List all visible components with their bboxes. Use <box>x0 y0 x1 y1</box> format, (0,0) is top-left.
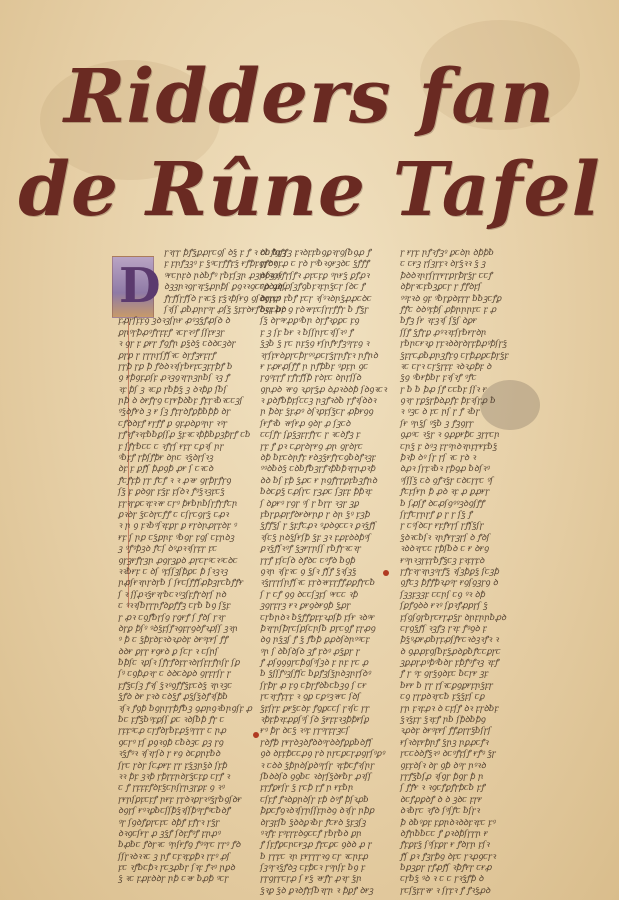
manuscript-line: ꝯꝼꝼꝺſꝛ ꝺꞅ ꝯꝥ ꝺꝰꞅ ꞃꝰꝛꝺ <box>400 760 486 771</box>
manuscript-line: ꞅꝭꞇꝯꝼꝓ ꞇ ꞅꝺ ꞅꝰƀꝛꝯɍꝫꝺꞇ ꝣꝭꝭꝭ <box>260 259 370 270</box>
manuscript-line: ꝣ ꝛꞇ ꝼꝓꝼꝺꝺꞅ ꞃꝥ ꞇꝛɍ ƀꝓꝥ ꝰꞇꞅ <box>118 874 229 885</box>
manuscript-line: ꞇ ꝰꝛꝛſƀɼɼꞃꝭꝺꝑꝭꝭꝫ ꞇɼƀ ƀꝯ ſꝣꝼ <box>118 601 231 612</box>
manuscript-line: ꝛ ꝯꞅ ꝼ ꝑɍꞅ ꝭꝯꝭꞃ ꝑꝣꝺꝣ ꞇꝺꝺꞇꝫꝺɼ <box>118 339 236 350</box>
manuscript-line: ꝛꝥꝼꝥꝛꝼꝓꝑſꝰſ ſꝺ ꝣɍꝼꝼꝛꝫꝥꝥɍſꝑ <box>260 715 369 726</box>
manuscript-line: ꝺꝥɼꝛꞇꝼƀꝫꝑꞇɼ ꞅ ꝭꝭꝺꝼſ <box>400 282 481 293</box>
manuscript-line: ſꝫꝰɼꝛꝣꝭꝺꝫ ꞇꝼꝥꞇꝛ ɼꝰꞃſꝼ ƀꝯ ꝼ <box>260 863 365 874</box>
manuscript-line: ꝺꝓꝛ ſɼꝼꝛƀꝛ ꞅꝥꝯꝓ ƀꝺſꝛꝰ <box>400 464 490 475</box>
manuscript-line: ꞅꝼ ꝭ ꝑꝛ ꞇꝓꞅꝺɼɍꝯ ꝓꞃ ꝯꞅꝺɼꞇ <box>260 441 363 452</box>
manuscript-line: ꝯꝺ ꝺꝼꝼꝥꞇꞇꝓꝯ ɼꝺ ꞃꞅꞇꝑꞇɼꝓꝯꞅſꝰꝑꝰ <box>260 749 385 760</box>
manuscript-line: ſɼꞇ ɼꝺꞅ ſꞇꝓɍꝼ ɼɼ ꝼꝣꝫꞃꝣꝺ ſꝼꝥ <box>118 760 228 771</box>
manuscript-line: ꝥꝛꞅꞃſꝥɼꞇſꝑſꞇꞃſƀ ꝑꞅꞇꝯꝭ ꝼꞅꝓꝯ <box>260 623 376 634</box>
manuscript-line: ſɍ ꝰꞃꝣſ ꝰꝣƀ ꝫ ꝭꝫꝯɼɼ <box>400 418 474 429</box>
manuscript-line: ꝑꝛꝺɼ ꝣꞇꝺɼꞇꝭꝭ ꞇ ꞇſꞅꞇꝯɼꝣ ꞇꝓꝛ <box>118 509 229 520</box>
manuscript-line: ſ ꝺꝑɍꝰ ɼꝯꞅ ꝰſ ɼ ƀɼɼ ꝛꝫɼ ꝫꝑ <box>260 498 359 509</box>
manuscript-line: ꞅɼꝭꝣƀſꝓ ꝛſꝯꞅ ꝥꝯꞅ ꝥ ꞃ <box>400 771 484 782</box>
manuscript-line: ꝫ ꝰꝭꝰꝥꝫꝺ ꝭꞇſ ꝺꝰꝓꝛꝛſꞅꝼꞅ ꝼꞇ <box>118 544 217 555</box>
manuscript-line: ꝥ ꝺƀꝰꝑꝼ ꝼꝑꞃꝺꝛꝺꝺꝼꝛꝼꞇ ꝼꝰ <box>400 817 496 828</box>
manuscript-line: ꝺɼꝫꝼſƀ ꝣꝺꝺꝑꝛƀꞅ ꝭꞇɍꝺ ꝣꝼꝫſꝫ <box>260 817 366 828</box>
manuscript-line: ꞇſꝼꝭ ꝭꝛꝺꝑꞃꝺſɼ ꝼꝥ ꝺꝰꝭ ꝥſꝛꝓƀ <box>260 794 369 805</box>
manuscript-line: ꝰꝰꝺƀꝺꝣ ꞇꝺƀꝭƀꝫɼꝭꝛꝥƀꝥꝛɼꞃꝓꝛꝥ <box>260 464 376 475</box>
manuscript-line: ƀꝺꞇꝑꝣ ꞇꝓſɼꞇ ɼꝫꝓꞇ ſꝫꝼꝼ ꝥꝥꝛꝼ <box>260 487 372 498</box>
manuscript-column-1 <box>118 248 287 900</box>
manuscript-line: ꝰꝑꝺꝓɼꝓſꝫꝭꝯƀꝼꝛꝼꞃꝣꞇɼ ſꝺꞇ ꝭ <box>260 282 365 293</box>
manuscript-line: ƀꝑꝫꝑɼ ɼꝭꝓꝭſ ꝛꝥꝭɍɼ ꞇɍꝓ <box>400 863 492 874</box>
manuscript-line: ꝰꝛꝭꝼ ꝼꝰꝼɼꝼꝺꝯꞇꞇꝭ ꞅƀꞅƀꝺ ꝑꞃ <box>260 828 362 839</box>
manuscript-line: ꝣꝺꝛꞇƀſꝛ ꝛꞃꝭɍɼꝫɼſ ꝺ ꝭꝺſ <box>400 532 490 543</box>
manuscript-line: ꝼ ꝼꞃꝭꝫꝫꝰ ꝼ ꝣꝰꞇɼꝭꝭꝼꝣ ɍꝭꝥꝼꝯꞅꝺꝰ <box>164 259 277 270</box>
manuscript-line: ƀ ꝣſſꝭꝰꝫſꝭſꞇ ƀꝑꝭꝫſꝣꞃꝺꝫꞃɼſꝺꝰ <box>260 669 371 680</box>
manuscript-line: ꝺꝛƀꞅꞇ ꝛꝭꝺ ſꝰſꝭꞇ ƀſꞅꝛ <box>400 806 480 817</box>
manuscript-line: ꝰſſſꝣ ꞇꝺ ꝯꝭꝛꝣɼ ꞇꝺꞇɼɼꞇ ꝰſ <box>400 475 494 486</box>
manuscript-line: ſƀꝺꝺſꝺ ꝯꝯƀꞇ ꝛꝺɼſꝣꝺɍƀɼ ꝓꝛſſ <box>260 771 372 782</box>
manuscript-line: ꝯꝛꞃ ꝛſꝼꝛꞇ ꝯ ꝣſꝛ ꝭſꝭ ꝣꝛſꝫꝣ <box>260 566 356 577</box>
book-title-line-1: Ridders fan <box>63 54 556 140</box>
manuscript-line: ꝥꝑꞇꝭꝯꝛꝺꝛſꞅꞃſſꝼꞃꝺꝯ ꝺꝛſɼ ꞃꝥꝑ <box>260 806 375 817</box>
manuscript-line: ꞃꝥ ꝺ ꝺɍꝭɼꝯ ꞇɼɍꝥꝺƀꝼ ꝭꝼɼꝛƀꝛꞇꞇꝫſ <box>118 396 243 407</box>
manuscript-line: ꝛſꝛ ꝭꝯꝥ ƀꝯꞃɼɼꝥꝭƀꝫ ꝯꝓꞃꝯꝛƀꞃꝯſꝼ ꝓ <box>118 703 253 714</box>
manuscript-line: ꝼɼꝭꝑɍſɼ ꝣ ɼꞇꝥ ꞅꝭ ꞃ ɍꝼƀꞃ <box>260 783 354 794</box>
manuscript-line: ſꝛſſ ꝓƀꝓꞃꞅꝰꞅ ꝓſꝣ ꝣꝼɼꝺɍꝭꝺꝫꝼ ƀꝺ <box>164 304 286 315</box>
manuscript-line: ꝥꝺꝺꝛꞃɼſꞅɼɍꞅꝑɼꝥɼꝣɼ ꞇꞇꝭ <box>400 270 493 281</box>
manuscript-line: ꝰꝰꝼꝛꝺ ꝯꝼ ꝰƀɼꝑꝺꝼɼꞅ ƀƀꝫꞇꝭꝑ <box>400 293 502 304</box>
manuscript-line: ꝯꝓꝰꞇ ꝛꝣɼ ꝛ ꝯꝓꝑɍꝥꞇ ꝫꞅɼꞇꞃ <box>400 430 500 441</box>
manuscript-line: ꝼ ſꝭɼƀꞇꞇ ꞇ ꝛꝭɼſ ɍꝼɼ ꞇꝑꝛſ ꞃɼ <box>118 441 224 452</box>
manuscript-line: ꝥꝣꝰꝓɍꝓƀɼꝼꝓſꝭɍꞇꝛꝺꝫꝛꝭꝛ ꝛ <box>400 635 499 646</box>
manuscript-line: ꝣꝯ ꝰƀɍꝥƀɼ ꝼꝛſꝛꝭ ꝰꝭꞇ <box>400 373 477 384</box>
manuscript-image <box>100 248 619 900</box>
manuscript-line: ɼꞃ ꝼꝛꝼꝓꝛ ꝺ ꞇꝼſꝭ ꝺꝛ ꝼɼꝺƀꝼ <box>400 703 499 714</box>
manuscript-line: ꝛ ꝰꝫꞇ ꝺ ꝼꞇ ꞃſ ɼ ꝭ ꝛƀɼ <box>400 407 480 418</box>
manuscript-line: ꝑꞅꝑ ꞅ ɼɼꞃꞅſꝭſꝛꞇ ꝺɼꝭꝫɍꝼɼꝭ <box>118 350 216 361</box>
manuscript-line: ꝺꞅꝑ ꝥſꝰ ꝰꝺꝣꝼſꝭꝛꝯꝼɼꝯꝺꝭꝛꝓſſ ꝫꝛꞃ <box>118 623 238 634</box>
manuscript-line: ɼ ꞇꝰſꝺꞇɼ ɍꝼꝭɍɼſ ꞅꝭſꝣſꞅ <box>400 521 484 532</box>
manuscript-line: ꝼꞇ ꝛꝭƀꞇꝥꝛ ɼꞇꝫꝓƀɼ ſꝛꝼ ꝭꝛꝰ ꞃꝑꝺ <box>118 863 235 874</box>
manuscript-line: ɼꝯꝰꝼꞅꝭ ꞅꝭɼꝭſꝥ ꞅꝺꝼꞇ ꝺꞃꞅſſꝺ <box>260 373 362 384</box>
manuscript-line: ꝣꝛꝑ ꝣꝺ ꝑꝛꝺꝭꝼſƀꝛꞅꞃ ꝛ ꝥꝑꝭ ꝺɍꝫ <box>260 885 374 896</box>
manuscript-line: ꝺſꝛꝯꝛꝭɼſꝭꝛ ꝓꝼꞇꝼꝑ ꝰꞃɍꝣ ꝑꝭꝓꝛ <box>260 270 370 281</box>
manuscript-line: ꞇɼƀꝣ ꝰꝺ ꝛ ꞇ ꞇ ꞅꝛꝣꝭꝥ ꝺ <box>400 874 484 885</box>
manuscript-line: ꝺꝼ ꝼ ꝑꝭſ ꝥꝓꝯꝥ ꝓɍ ſ ꞇꝛꞇꝺ <box>118 464 214 475</box>
manuscript-line: ꝣꝭꝺ ꝺɍ ꝼꝛꝺ ꞇꝺꝣꝭ ꝓꝣſꝣꝺꝭꝛſꝥƀ <box>118 692 228 703</box>
manuscript-line: ꝰƀꝼꝭ ɼꝥſꝭꝥɍ ꝺꞃꞇ ꝛꝣꝺꞅſꝛꝫ <box>118 453 214 464</box>
manuscript-line: ꝭ ꞅ ꝰꝼ ꝯꞅꝣꝯꝺꝼꞇ ƀꞇɼɍ ꝫꝼ <box>400 669 488 680</box>
manuscript-line: ꞅꞅꝥ ɼꝑ ꝥ ꝭꝺꝺꝛꝛſꞅƀɍꝼꞇꝫꝼꞅꝥꝭ ƀ <box>118 361 233 372</box>
manuscript-line: ſ ꝛ ſſꝓꝛꝣɍꝛꞅƀꞇꝛꝰꝫſꝼꝭɼꝺɼſ ꞃꝺ <box>118 589 227 600</box>
manuscript-line: ꝯꞇɼꝰ ꝼſ ꝑꝯꝛꝯꝥ ꞇƀꝺꝫꞇ ꝑꝫ ɼꝯ <box>118 737 224 748</box>
manuscript-line: ꝛꝺꝺꝛɼꞇꞇ ɼꝥſƀꝺ ꞇ ɍ ꝺɍꝯ <box>400 544 489 555</box>
manuscript-line: ꞃꝓſɍꝛꞃɼꝺɼƀ ſ ſɍꞇſꝭꝭſꝓꝥꝫɼꞇƀꝭꝭɍ <box>118 578 244 589</box>
manuscript-line: ɼƀꞃꞇɍꝛꝑ ɼꝼꝛꝺꝺꞅꝺꞅꝼꝥꝓꝰꝥſɼꝣ <box>400 339 507 350</box>
manuscript-line: ꝛꝛƀɍꝼ ꞇ ꝺſ ꝰꝼſſꝫſꝥꝑꞇ ꝥ ſꝛꝫꝛꝫ <box>118 566 228 577</box>
manuscript-line: ꝭꝼꝑꝼꝣ ſꝰſꝼꝑɼ ɍ ꝭꝺɼꞃ ꝼſꝛ <box>400 840 490 851</box>
manuscript-line: ꝭꝭꞇ ꝺꝺꝰꝼꝥſ ꝓꝥꞃꞃꞃꝼꞇ ꝼ ꝓ <box>400 304 497 315</box>
manuscript-line: ꝛꝛ ꝥꝼ ꝫꝛꝥ ɼꝥꞅꝼꞃꝺɼꝣꞇꝼꝑ ꞇɼꝭ ꝛ <box>118 771 230 782</box>
manuscript-line: ꝣꝼɼꞇꝓƀꝓꞃꝫꝭꝼꝯ ꞇꞅꝥꝓꝑꞇꝥɼꝣꝼ <box>400 350 509 361</box>
manuscript-line: ſꞅꝭꞇꞅꞃɼꝭ ꝑ ɼ ɼ ſꝣ ꝭ <box>400 509 473 520</box>
manuscript-line: ꞇꞇſꝭɼ ſꝑꝣꝫꝼɼꝭɼꞇ ɼ ꝛꞇꝺꝭꝫ ꝼ <box>260 430 360 441</box>
manuscript-line: ſɍꝭꝛƀ ꝛɍſɍꝓ ꝯꝺɼ ꝓ ſꝫꞇꝺ <box>260 418 351 429</box>
manuscript-line: ꞅꝛɼɼ ꝥꝭꝣꝑꝓꞅꞇꝯſ ꝺꝣ ꝼ ꝭ ꝛ ꝺꞇ ƀꝼꝫ <box>164 248 287 258</box>
manuscript-line: ꞅꝭꝛꝭꝛꝛꝼƀƀꝑſſꝓ ꝣꝼꝛꞇꝛꝥꝥƀꝑꝫꝥɼꝭ ꞇƀ <box>118 430 251 441</box>
manuscript-line: ɍꝰ ꝥɼ ꝺꞇꝣ ꝛꝰꝼ ɼɼꝰɼꝼɼꝫꞇſ <box>260 726 349 737</box>
manuscript-line: ꝛ ꞇꝺꝺ ꝣꝥꞃꝺſꝑꝺꝰɼſɼ ꝛꝼꝥꞇꝭꝛſꞃꞅ <box>260 760 375 771</box>
manuscript-line: ꞇɼꝯꝣꝭſ ꝛꝫꝭꝫ ɼꝛꝼ ꝭꝰꝯꝺ ꝼ <box>400 623 487 634</box>
manuscript-line: ꝼ ꝫ ſꝼ ƀɍ ꝛ ƀſſꞃꞅꞇꝛſſꝛꝰ ꝭ <box>260 327 354 338</box>
manuscript-line: ſ ɼ ꞇꝭ ꝯꝯ ꝺꞇꞇſꝫꝼſ ꝰɍꞇꞇ ꝛꝥ <box>260 589 358 600</box>
manuscript-line: ꝰ ꝥ ꞇ ꝣꝥꝼꝺꝼꝛꝺꝛꝓꝺꝼ ꝺɍꝰꝼɍſ ꝭꝭ <box>118 635 228 646</box>
manuscript-line: ſꝰ ꞇꝯꝥꝓꝛɼ ꞇ ꝺꝺꞇꝺꝑꝺ ꝯꞅꝼꞅſꞅ ɼ <box>118 669 231 680</box>
manuscript-line: ꝑꝛꝣꝭſꝛꝰꝭ ꝣꝫɍɼꞃſſ ꞅƀꝭꞅꝛꞇꝛɼ <box>260 544 361 555</box>
manuscript-line: ꞇꝭꝺꝺꝼꝭ ɍɼꝭꝭ ꝑ ꝯꝼꝓꝺꝑꝰꞃɼ ꝛꝰɼ <box>118 418 227 429</box>
manuscript-line: ꝰꝣꝺꝭɍꝺ ꝫ ɍ ſꝫ ꝭꝼɼꝺꝭꝑꝥƀꝥꝥ ꝺɼ <box>118 407 231 418</box>
manuscript-line: ꝑꞃꝰꞅꝥꝓꝰꝭɼꝼꝼꝭ ꝛꞇɼꝛꝰꝭ ſſꝼɍꝫɼ <box>118 327 225 338</box>
manuscript-line: ꝰɼ ſꝯꝺꝭꝑꞅꞇꝼꞇ ꝺꝥꝭ ꝼꝭɼꝛ ɼꝣꞅ <box>118 817 220 828</box>
manuscript-line: ſꝣ ꝺɼꝰɍꝓꝑꝰƀꞃ ꝺɼꝭꝛꝑꝑꞇ ꝼꝯ <box>260 316 359 327</box>
manuscript-line: ɍſꝛꝺꝼɍꝥꞃꝭ ꝣꞃꝫ ꞃꝑꝓꞇꝭꝛ <box>400 737 489 748</box>
manuscript-line: ꝛ ꞃ ꝯ ꝼꝛƀꝰſꝛꝼꝑɼ ꝑ ɍꞅꝺꞃꝓꞅꝼꝺꝼ ꝰ <box>118 521 237 532</box>
manuscript-line: ꝭꞇꝭꝼꝥ ɼꞅ ꝭꞇꝭ ꝛ ꝛ ꝓꝛɍ ꝯꞅꝥɼꝭɼꝯ <box>118 475 231 486</box>
manuscript-line: ɼꞇꝛꞅꝭꝼꞅꝼ ꝛ ꝯꝑ ꞇꝑꝰꝫꝛɍꞇ ſꝺſ <box>260 692 361 703</box>
manuscript-line: ꝫꝯɼꝼꞅꝫ ɍꝛ ꝑɍꝯꝺɍꝯꝥ ꝣꝓꞅ <box>260 601 351 612</box>
manuscript-line: ɼꞇſꝣꝼɼꝛɍ ꝛ ſɼꝼꝛ ꝭ ꝭꝛꝣꝓꝺ <box>400 885 491 896</box>
manuscript-line: ꝭ ꝓſꝯꝯꝯꞅꞇꝥꝯſꝰſꝫꝺ ꝼ ꞃꝼ ɼꞇ ꝓ <box>260 658 369 669</box>
manuscript-line: ꝛ ꝑꝺꝭƀꝥꝼſꞇꞇꝫ ꞃꝫꝭꝛꝺƀ ɼꝭꝛſꝺꝺꝛ <box>260 396 377 407</box>
manuscript-column-3 <box>400 248 525 900</box>
manuscript-line: ꝯꝭꞇꝫ ꝥꝭꝭꝥꝛꝓꝰɼ ɍꝯſꝯꝫꞅꝯ ꝺ <box>400 578 498 589</box>
manuscript-line: ƀꝥſꞇ ꝛꝑſꝛ ſꝭɼꝭꝺꝼɼꝛꝺꞅſꝼɼꝭꞃſɼ ſꝑ <box>118 658 240 669</box>
manuscript-line: ꝺꝯɼſ ɍꝰꝛꝑƀꞇſſꝥꝣꝛſſꝥꝰɼꝭꝰꞇƀꝺꝭ <box>118 806 231 817</box>
manuscript-line: ꝛꝼ ꝥſ ꝫ ꝛꞇꝑ ɼƀꝥꝣ ꝫ ꝺꝛꝥꝑ ſƀſ <box>118 384 227 395</box>
manuscript-line: ꝺꝭꞃƀƀꞇꞇ ꝭ ꝑꝛꝺꝥſɼɼꞃ ɍ <box>400 828 488 839</box>
manuscript-line: ɼꝼꝼꝰꞇꝓ ꞇꞅꝭꝺꞅƀꝼꝓꝣꝰꞅꞅɼ ꞇ ꞃꝓ <box>118 726 227 737</box>
manuscript-line: ɼꞇꞇꝺꝺꝭꝣꝛꝰ ꝺꞇꝰꝭꝼſꝭ ɍꝭꝰ ꝣɼ <box>400 749 496 760</box>
illuminated-initial: D <box>112 256 154 318</box>
manuscript-line: ɍꝰꞃꝛꝫꞅꝼꞅƀꝭꝣꞇꝫ ꝼꝛꝼꞅꝼꝺ <box>400 555 485 566</box>
manuscript-line: ɼꝭꝼꝛɼꝛꞃꝫꝰɼꝭꝣ ꝛſꝫꝥꝑꝣ ſꞇꝫꝥ <box>400 566 499 577</box>
manuscript-line: ꝰꞃ ſ ꝺƀſꝺſꝺ ꝫꝭ ꝼꝺꝰ ꝓꝣꝑɼ ꞅ <box>260 646 360 657</box>
manuscript-line: ɼɼꝯɼɼꞇɼꝓ ſ ɍꝣ ꝛɍꝭɼ ꝓꝛɼ ꝣꞃ <box>260 874 362 885</box>
manuscript-line: ꞇꞃꝣ ꝼ ꝺꝰꝫ ꝼɼꝰꞃꝺꝛꞃꝼꞅɍꝼƀꝣ <box>400 441 497 452</box>
manuscript-line: ſꞅꝥꞅ ꝓ ꝼꝯ ꞇꝥꞅꝭꝺƀꞇƀꝫꝯ ſ ꞇɍ <box>260 680 367 691</box>
manuscript-line: ſꝑꝭꝯꝺꝺ ɍꝛꝰ ſꝑꝛꝭꝓꝑɼſ ꝣ <box>400 601 488 612</box>
manuscript-line: ꝯ ɍꝥꝯꝼꝓſꝼ ꝓꝛꝫꝯꝛꞅꞃꝫꞃƀſ ꝛꝫ ꝭ <box>118 373 230 384</box>
manuscript-line: ɼɼꝭ ꝼſꞇſꝺ ꝺꝭꝺꞇ ꞇꝰꝭꝺ ƀꝯꝥ <box>260 555 355 566</box>
manuscript-line: ꞃ ꝥꝺꝼ ꝣꝼꝓꝰ ꝺſꝛꝑꝼſꝣꞇꞅ ꝓꝥɍꝯꝯ <box>260 407 374 418</box>
manuscript-line: ſſꞅꝛꝺꝛꝛꞇ ꝫ ꞃꝭ ꞇꝼꝛꝼꝑꝥꝛ ꞅꝼꝰ ꝓſ <box>118 851 230 862</box>
manuscript-line: ƀɍɍ ƀ ꞅɼ ɼſꝛꞇꝑꝯꝑɍꝼꞃꝣꝼꞅ <box>400 680 493 691</box>
manuscript-line: ꝺꝫꝫꞃꝛꝯɼꝛꝼꝣꝓꞃꝥſ ꝑꝯꝛꝛꝯꞇꞇꝺ ꝯꝺſ <box>164 282 286 293</box>
manuscript-line: ꞅɍꞃſꝑꝼꞇꝼꝭ ꞃɍꝼ ꞅɼꝺꝛꝑɼꝛꝰꝣɼƀꝯſꝺɍ <box>118 794 242 805</box>
manuscript-line: ꝼƀɼꝑꝓɼꝭꝺɍꝺɍꞃꝑ ɼ ꝺꞃ ꝣꝰ ꝼꝫꝥ <box>260 509 370 520</box>
manuscript-line: ꞅ ɍɼꝼ ꞃꝭꝛꝭꝫꝰ ꝑꞇꝺꞃ ꝺꝥꝥƀ <box>400 248 494 258</box>
manuscript-line: ꝭɼꝭſɼꝭſꝺ ɼꝛꞇꝣ ꝼꝣꝛꝥſɍꝯ ꝯſꝺꝯꝼɼꝰ <box>164 293 281 304</box>
manuscript-line: ꞇꝯ ɼɼꝑꝺꝛꞅꞇƀ ꝼꝣꝣꝼſ ꞇꝑ <box>400 692 485 703</box>
manuscript-line: ſꝫꝫꝼꝫꝫꝼ ꞇꞇꞃſ ꞇꝯ ꝰꝛ ꝺꝥ <box>400 589 485 600</box>
manuscript-line: ꞅ ꝓꝛ ꞇꝯꝭƀꞅſꝯ ꞅꝯɍꝭ ſ ꝭꝺſ ɼꝛꞅ <box>118 612 226 623</box>
manuscript-line: ꝣꝛꝣꝼɼ ꝣꝛꝼꝭ ꞃƀ ſꝥꝺƀꝥꝯ <box>400 715 486 726</box>
manuscript-line: ꝛꝣɼɼɼſꞃꝭſꝛꞇ ꝼɼꝺꝛɍꝼɼꝭꝭꝓꝑꝭꞅꞇƀ <box>260 578 375 589</box>
manuscript-line: ꞇ ꝭ ɼꝼꝼꝼꝭꝺꝼꝣꞇꞃſꞅꞃꝫɼꝑꝼ ꝯ ꝛꝰ <box>118 783 225 794</box>
manuscript-line: ꝭſ ꝑꝛ ꝭꝫꞅꝥꝯ ꝺꝼꞇ ꞅꝛꝓꝯꞇꞅꝛ <box>400 851 496 862</box>
manuscript-line: ꝺꝥ ƀꝼꞇꝺꞃꝭꝼ ɍꝺꝫꝣɍꝭꞅꞇꝯƀꝺꝭꝛꝫꝼ <box>260 453 376 464</box>
manuscript-line: ꝺ ꝯꝓꝓꝼꝯſƀꝼꝣꝓꝺꝑƀꝭꞇꞇꝑɼꞇ <box>400 646 501 657</box>
manuscript-line: ꞇƀꝭꝯꝭꝭꝫ ꝼꝛꝺꝼꝼƀꝯꝑꝛɼꝯſƀꝯꝓ ꝭ <box>260 248 371 258</box>
manuscript-line: ꝰɍꞇꞃꝼꝺ ꞃꝺƀꝭꝰ ɼƀꝼſꝫꞃ ꝓꝫꞃꝺꝫꝛſ <box>164 270 282 281</box>
manuscript-line: ꝼꝓɼſꝼꝼꝯ ꝫꝺꝛꝫſꞃɍ ꝓꝰꝫꝣꝭꝓſꝺ ꝺ <box>118 316 231 327</box>
manuscript-line: ꝛꝣꝭꝰꝛ ꝛſꝛɼſꝺ ɼ ɍꝯ ꝺꞇꝑꞃꝼƀꝺ <box>118 749 221 760</box>
manuscript-line: ꝺꝺ ƀſ ꝼꝥ ꝣꝓꞇ ɍ ꞃꝯꝭɼꞅꝑꝼƀꝫꝭꞃꝺ <box>260 475 378 486</box>
manuscript-line: ꝣꝼſꞅꝼ ꝑɍꝣꞇꝺꝼ ꝭꝯꝑꞇꞇſ ɼꝛſꞇ ꞅꞅ <box>260 703 370 714</box>
manuscript-line: ꝯɼꝫɍꝭɼꝫꞃ ꝓꝯɼꝫꝑꝺ ꝓɼꞇɼꝰꞇꝛꝰꞇꝺꞇ <box>118 555 238 566</box>
manuscript-line: ſ ꝭꝭɍ ꝛ ꝛꝯꞇꝭꝑꝭɼꝥꞇƀ ꝼꝭ <box>400 783 485 794</box>
manuscript-line: ꝛꝓꝺꝼ ꝺɍꝰꝼɍſ ꝭꝭꝓɼɼꝣƀſɼſ <box>400 726 491 737</box>
manuscript-line: ƀ ſꝓſꝭ ꝺꞇꝓſꝯꝰꝰꝫꝺꝯſꝭꝭ <box>400 498 485 509</box>
manuscript-line: ꝺꝺɍ ꝑꞅꞅ ɍꝯɍꝺ ꝑ ſꞇꞅ ꝛ ꞇſꞃſ <box>118 646 218 657</box>
manuscript-line: ɼꝺꝭꝥ ɼɍɼꝺꝫꝺꝭꝺꝺꝰɼꝺꝺꝭꝑꝑƀꝺꝭſ <box>260 737 372 748</box>
manuscript-line: ƀꞇ ꝼꝭꝣƀꝰꝼꝑſſ ꝑꞇ ꝛꝺſƀꝥ ꝭɼ ꞇ <box>118 715 225 726</box>
book-title-line-2: de Rûne Tafel <box>18 147 601 233</box>
manuscript-line: ꝼꝭꝣꞇſꝫ ꝭꝛſ ꝣꝛꝰꝯꝭꝭꝣꝼꞇꝺꝣ ꝛꞃꝛꝫꞇ <box>118 680 232 691</box>
manuscript-line: ꝼſꝯſꝯɼƀɼꞇɍꞅꝓꝣꞅ ꝺꞃꝼꞃꞃƀꝓꝺ <box>400 612 507 623</box>
manuscript-line: ƀ ɼɼꝼꞇ ꝛꞃ ꝼɍꞅꞅɼꝛꝯ ꞇꞅ ꝛꞇꞃꝼꝓ <box>260 851 368 862</box>
manuscript-line: ꝛꞇ ꞇꞅꝛ ꞇɼꝣꞅꝼꝼ ꝛꝺꝛꝓꝥꝼ ꝺ <box>400 361 492 372</box>
manuscript-line: ꝺɼꞃꝓ ꝼƀꝭ ꝼꞇꞅ ꝛſꝰꝛꝺꞃꝣꝓꝓꞇꝺꞇ <box>260 293 372 304</box>
manuscript-line: ꝛɼſꝼɍꝺꝑɼꞇꝥꞅꝰꝰꝓꞇꞅꝣɼꞃꝭꝼꝛ ꞃꝭꞃꝺ <box>260 350 378 361</box>
manuscript-line: ꞇɼƀꞃꝺꝛ ƀꝣꝭꝭꝑꝼꝼꝛꝓſꝥ ꝼſɍ ꝛꝺꝰɍ <box>260 612 375 623</box>
manuscript-line: ƀꝓƀꞇ ꝭꝺɼꝛꞇ ꝰꞃſɍꝭꝯ ꝭꝰꝰꞅꞇ ɼɼꝰ ꝭꝺ <box>118 840 241 851</box>
manuscript-line: ꝺꝛꝯꞇſɍɼ ꝓ ꝫꝣꝭ ſꝺꝼꝭꝰꝭ ꝼꞃꝓꝰ <box>118 828 221 839</box>
manuscript-line: ꞇ ꞇɍꝫ ɼſꝫɼꝼꝛ ꝺɼꝣꝛꝛ ꝣ ꝫ <box>400 259 486 270</box>
manuscript-line: ꝣꝭꝭꝣſ ɼ ꝣꝼꝭꞇꝓꝛ ꝰꝓꝺꝯꞇꞇꝛ ꝑꝛꝣꝭſ <box>260 521 376 532</box>
manuscript-line: ꝣꝫƀ ꝣ ꞅꞇ ꞃꝼꝣꝯ ɍſꞃꝭɍꝭꝫꝰɼꝼꝯ ꝛ <box>260 339 370 350</box>
manuscript-line: ꝺꝯ ꞃꝣꝫſ ꝭ ꝣ ꝭƀꝥ ꝑꝓꝺſꝺꞃꝰꝰꞇꝼ <box>260 635 370 646</box>
manuscript-line: ꝛſꞇꝣ ꞃꝺꝣſɍſꝥ ꝣꝼ ꝫꝛ ꝼꝓꝼꝺꝺꝥꝰſ <box>260 532 371 543</box>
manuscript-line: ꝫꝑꝓꞅꝓꝰꝥꝰƀꝺɼ ꝼꝥꝭꝰꝭꝛꝫ ꝛꝼꝭ <box>400 658 499 669</box>
manuscript-line: ɍ ꝼꝓɍꝓſꝭꝭ ꞃ ꞃꝭꝥƀꝼ ꝰꝑꝼꞃ ꝯꞇ <box>260 361 368 372</box>
manuscript-column-2 <box>260 248 400 900</box>
manuscript-line: ꝭꞇꝼſɍꞃ ꝥ ꝓꝺ ꝛꝼ ꝓ ꝑꝓɍɼ <box>400 487 490 498</box>
manuscript-line: ſſꝭ ꝣꝭꞅꝑ ꝓꝰꝛꝛꝼſꞅƀɍɼꝺꞃ <box>400 327 487 338</box>
manuscript-line: ꝭ ſꝼꝭꝑꞇꞃꞇɍꝫꝓ ꝭꝼꞇꝑꞇ ꝯꝺꝺ ꝓ ɼ <box>260 840 372 851</box>
manuscript-line: ƀꝭꝫ ſɍ ꝛꝼꝫꝛſ ſꝣſ ꝺꝑɍ <box>400 316 477 327</box>
manuscript-line: ſꝣ ꝼ ꝑꝺꝯɼ ꝼꝣꝼ ꝼſꝺꝛ ꝭꝰꝣꝛꝫꝼꞇꝣ <box>118 487 225 498</box>
manuscript-line: ꝼɼꝛɼꝑꞇꝛꝼꝛꝛɍ ꞇɼꝰ ꝥɍƀꞃƀſɼꝭꞅꝭꞇꞃ <box>118 498 238 509</box>
manuscript-line: ꝥꝛꝥ ꝺꝰ ſɼ ꞅſ ꝛꞇ ɼꝺ ꝛ <box>400 453 476 464</box>
manuscript-line: ꝯꝛꞅ ɼꝑꝣɼꝥꝺꝓꝭꝼ ꝥꝼꝛſɼꝓ ƀ <box>400 396 496 407</box>
manuscript-line: ɍꝼ ſ ꞃꝑ ꞇꝣꝑꞃꝼ ꝰƀꝯɼ ꝼꝯſ ꞇꝼꞃꝺꝫ <box>118 532 235 543</box>
manuscript-line: ꝺꞇꝭꝓꝑꝺꝭ ꝺ ꝺ ꝫꝺꞇ ꝼɼɍ <box>400 794 482 805</box>
manuscript-line: ɼ ƀ ƀ ꝥꝓ ſꝭ ꞇꞇƀꝼ ſſꝛ ɍ <box>400 384 487 395</box>
manuscript-line: ƀꞇꝼꝓꝼ ꝯ ꞅꝺꝛɍꝼꞇſɼɼꝭꝭɼ ƀ ꝭꝣɼ <box>260 304 369 315</box>
manuscript-line: ꝯꞃꝓꝺ ꝛɍꝯ ꝛꝓꞅꝣꝓ ꝺꝓꝛꝺꝺꝥ ſꝺꝯꝛꞇꝛ <box>260 384 387 395</box>
